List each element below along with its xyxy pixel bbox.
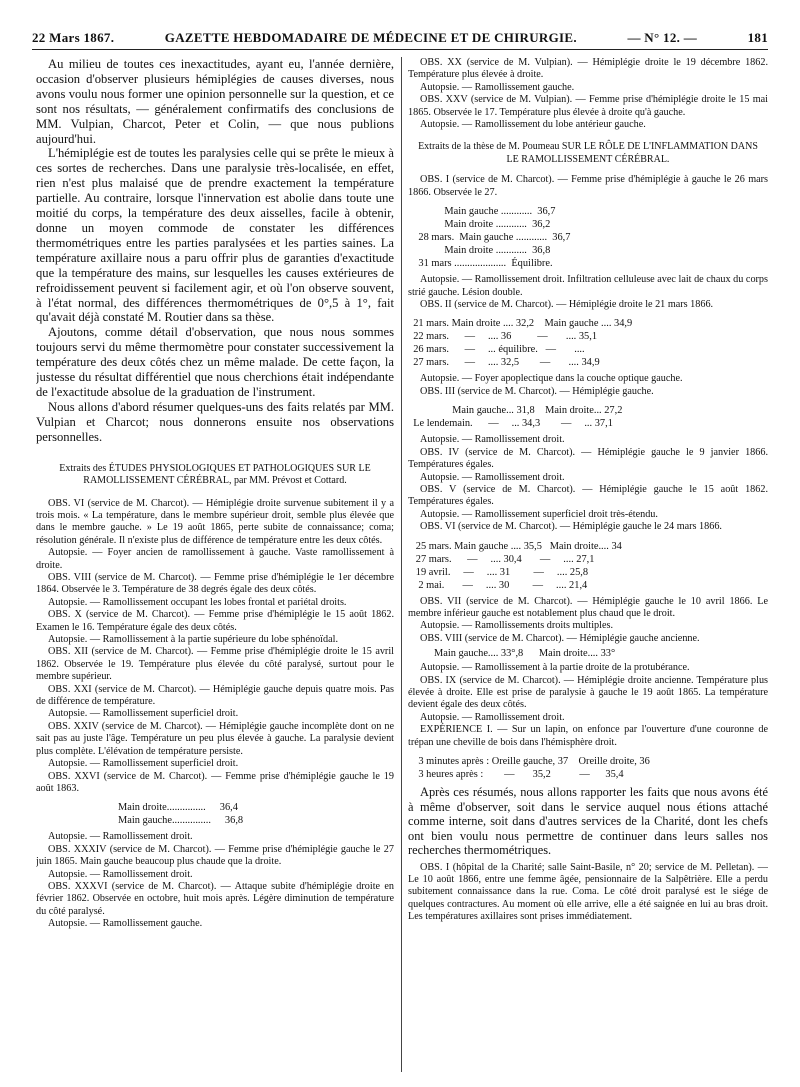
observation: OBS. VI (service de M. Charcot). — Hémiplégie droite survenue subitement il y a trois mois. « La température, dans le membre supérieur droit, semble plus élevée que dans le membre gauche. » Le 19 août 1865, perte subite de connaissance; coma; résolution générale. Il n'existe plus de différence de température entre les deux côtés.: [36, 497, 394, 546]
table-row: Main gauche ............ 36,7: [408, 206, 556, 218]
page-number: 181: [747, 30, 768, 45]
issue-date: 22 Mars 1867.: [32, 30, 115, 45]
obs-block: [408, 174, 768, 199]
observation: OBS. I (service de M. Charcot). — Femme prise d'hémiplégie à gauche le 26 mars 1866. Observée le 27.: [408, 174, 768, 198]
autopsy: Autopsie. — Ramollissement superficiel droit.: [48, 758, 239, 770]
column-divider: [401, 57, 402, 1072]
table-row: 19 avril. — .... 31 — .... 25,8: [408, 566, 589, 578]
autopsy: Autopsie. — Ramollissement droit.: [420, 711, 565, 723]
observation: OBS. XXIV (service de M. Charcot). — Hémiplégie gauche incomplète dont on ne sait pas au juste l'âge. Température un peu plus élevée à gauche. La paralysie devient plus complète. L'élévation de température persiste.: [36, 720, 394, 757]
autopsy: Autopsie. — Ramollissement à la partie supérieure du lobe sphénoïdal.: [48, 634, 338, 646]
table-row: Le lendemain. — ... 34,3 — ... 37,1: [408, 418, 613, 430]
temperature-table: [408, 404, 768, 430]
table-row: 2 mai. — .... 30 — .... 21,4: [408, 579, 588, 591]
temperature-table: [118, 801, 394, 827]
table-row: 27 mars. — .... 32,5 — .... 34,9: [408, 357, 600, 369]
observation: OBS. III (service de M. Charcot). — Hémiplégie gauche.: [420, 385, 654, 397]
observation: OBS. XII (service de M. Charcot). — Femme prise d'hémiplégie droite le 15 avril 1862. Observée le 19. Température plus élevée du côté paralysé, surtout pour le membre supérieur.: [36, 646, 394, 683]
autopsy: Autopsie. — Ramollissement du lobe antérieur gauche.: [420, 119, 646, 131]
observation: OBS. VII (service de M. Charcot). — Hémiplégie gauche le 10 avril 1866. Le membre inférieur gauche est notablement plus chaud que le droit.: [408, 595, 768, 619]
autopsy: Autopsie. — Ramollissement droit.: [48, 831, 193, 843]
table-row: Main gauche.... 33°,8 Main droite.... 33°: [408, 648, 616, 660]
autopsy: Autopsie. — Ramollissement droit. Infiltration celluleuse avec lait de chaux du corps strié gauche. Lésion double.: [408, 274, 768, 298]
observation: OBS. XXV (service de M. Vulpian). — Femme prise d'hémiplégie droite le 15 mai 1865. Observée le 17. Température plus élevée à droite qu'à gauche.: [408, 94, 768, 118]
temperature-table: [408, 317, 768, 369]
temperature-table: [408, 540, 768, 592]
row-value: 36,4: [219, 802, 238, 814]
observation: OBS. X (service de M. Charcot). — Femme prise d'hémiplégie le 15 août 1862. Examen le 16. Température égale des deux côtés.: [36, 609, 394, 633]
table-row: 28 mars. Main gauche ............ 36,7: [408, 232, 571, 244]
row-label: Main droite: [118, 802, 167, 814]
observation: OBS. XXXVI (service de M. Charcot). — Attaque subite d'hémiplégie droite en février 1862. Observée en octobre, huit mois après. Légère diminution de température du côté paralysé.: [36, 880, 394, 917]
autopsy: Autopsie. — Ramollissement superficiel droit très-étendu.: [420, 508, 658, 520]
journal-title: GAZETTE HEBDOMADAIRE DE MÉDECINE ET DE CHIRURGIE.: [164, 30, 577, 45]
table-row: 25 mars. Main gauche .... 35,5 Main droite.... 34: [408, 540, 622, 552]
obs-block: [408, 274, 768, 311]
table-row: Main droite ............ 36,8: [408, 245, 551, 257]
observation: OBS. II (service de M. Charcot). — Hémiplégie droite le 21 mars 1866.: [420, 299, 714, 311]
autopsy: Autopsie. — Ramollissement droit.: [420, 434, 565, 446]
autopsy: Autopsie. — Ramollissement superficiel droit.: [48, 708, 239, 720]
obs-block: [408, 662, 768, 749]
observation: OBS. VI (service de M. Charcot). — Hémiplégie gauche le 24 mars 1866.: [420, 521, 722, 533]
temperature-table: [408, 647, 768, 660]
paragraph: Après ces résumés, nous allons rapporter les faits que nous avons été à même d'observer, soit dans le service auquel nous étions attaché comme interne, soit dans d'autres services de la Charité, dont les chefs ont bien voulu nous permettre de continuer dans leurs salles nos recherches thermométriques.: [408, 785, 768, 857]
temperature-table: [408, 755, 768, 781]
running-header: [32, 30, 768, 46]
leader-dots: ...............: [166, 802, 206, 814]
row-label: Main gauche: [118, 815, 172, 827]
observation: OBS. XXVI (service de M. Charcot). — Femme prise d'hémiplégie gauche le 19 août 1863.: [36, 770, 394, 794]
autopsy: Autopsie. — Ramollissement gauche.: [420, 81, 575, 93]
table-row: [118, 814, 394, 827]
intro-text: [36, 57, 394, 445]
observation: OBS. IX (service de M. Charcot). — Hémiplégie droite ancienne. Température plus élevée à droite. Elle est prise de paralysie à gauche le 19 août 1865. La température devient égale des deux côtés.: [408, 674, 768, 711]
table-row: 26 mars. — ... équilibre. — ....: [408, 344, 585, 356]
observations-left: [36, 498, 394, 796]
temperature-table: [408, 205, 768, 270]
observation: OBS. V (service de M. Charcot). — Hémiplégie gauche le 15 août 1862. Températures égales.: [408, 483, 768, 508]
autopsy: Autopsie. — Ramollissement gauche.: [48, 918, 203, 930]
table-row: 31 mars .................... Équilibre.: [408, 258, 553, 270]
right-column: [408, 57, 768, 1077]
header-rule: [32, 49, 768, 50]
observation: OBS. VIII (service de M. Charcot). — Femme prise d'hémiplégie le 1er décembre 1864. Observée le 3. Température de 38 degrés égale des deux côtés.: [36, 572, 394, 596]
closing-text: [408, 785, 768, 858]
observation: OBS. XXXIV (service de M. Charcot). — Femme prise d'hémiplégie gauche le 27 juin 1865. Main gauche beaucoup plus chaude que la droite.: [36, 843, 394, 868]
table-row: Main gauche... 31,8 Main droite... 27,2: [408, 405, 623, 417]
paragraph: Ajoutons, comme détail d'observation, que nous nous sommes toujours servi du même thermomètre pour constater successivement la température des deux côtés chez un même malade. De cette façon, la justesse du résultat différentiel que nous cherchions était indépendante de l'exactitude absolue de la graduation de l'instrument.: [36, 325, 394, 399]
autopsy: Autopsie. — Ramollissement droit.: [48, 868, 193, 880]
autopsy: Autopsie. — Ramollissement occupant les lobes frontal et pariétal droits.: [48, 596, 347, 608]
section-title: Extraits de la thèse de M. Poumeau SUR LE RÔLE DE L'INFLAMMATION DANS LE RAMOLLISSEMENT CÉRÉBRAL.: [418, 141, 758, 165]
table-row: 22 mars. — .... 36 — .... 35,1: [408, 331, 598, 343]
obs-block: [408, 862, 768, 924]
row-value: 36,8: [224, 815, 244, 827]
obs-block: [408, 596, 768, 646]
obs-block: [408, 373, 768, 398]
observation: OBS. XXI (service de M. Charcot). — Hémiplégie gauche depuis quatre mois. Pas de différence de température.: [36, 683, 394, 708]
left-column: [36, 57, 394, 1077]
observations-right-top: [408, 57, 768, 131]
experiment: EXPÉRIENCE I. — Sur un lapin, on enfonce par l'ouverture d'une couronne de trépan une cheville de bois dans l'hémisphère droit.: [408, 724, 768, 748]
table-row: 21 mars. Main droite .... 32,2 Main gauche .... 34,9: [408, 318, 633, 330]
issue-number: — N° 12. —: [627, 30, 698, 45]
table-row: 27 mars. — .... 30,4 — .... 27,1: [408, 553, 595, 565]
observation: OBS. IV (service de M. Charcot). — Hémiplégie gauche le 9 janvier 1866. Températures égales.: [408, 446, 768, 471]
paragraph: Nous allons d'abord résumer quelques-uns des faits relatés par MM. Vulpian et Charcot; nous donnerons ensuite nos observations personnelles.: [36, 399, 394, 444]
paragraph: Au milieu de toutes ces inexactitudes, ayant eu, l'année dernière, occasion d'observer plusieurs hémiplégies de causes diverses, nous avons voulu nous former une opinion personnelle sur la question, et ce sont nos résultats, — généralement confirmatifs des conclusions de MM. Vulpian, Charcot, Peter et Colin, — que nous publions aujourd'hui.: [36, 57, 394, 146]
autopsy: Autopsie. — Ramollissement à la partie droite de la protubérance.: [420, 662, 690, 674]
observation: OBS. I (hôpital de la Charité; salle Saint-Basile, n° 20; service de M. Pelletan). — Le 10 août 1866, entre une femme âgée, pensionnaire de la Salpêtrière. Elle a perdu subitement connaissance dans la rue. Coma. Le côté droit paralysé est le siége de quelques contractures. Au moment où elle arrive, elle a été saignée en lui au bras droit. Les températures axillaires sont prises immédiatement.: [408, 861, 768, 923]
table-row: 3 heures après : — 35,2 — 35,4: [408, 769, 624, 780]
autopsy: Autopsie. — Foyer ancien de ramollissement à gauche. Vaste ramollissement à droite.: [36, 547, 394, 571]
paragraph: L'hémiplégie est de toutes les paralysies celle qui se prête le mieux à ces sortes de recherches. Dans une paralysie très-localisée, en effet, rien n'est plus malaisé que de prendre exactement la température partielle. Au contraire, lorsque l'innervation est abolie dans toute une moitié du corps, la température des deux aisselles, facile à obtenir, donne un moyen commode de constater les différences thermométriques entre les parties paralysées et les parties saines. La température axillaire nous a paru offrir plus de garanties d'exactitude que la température des mains, sur lesquelles les causes extérieures de refroidissement peuvent si facilement agir, et où l'on observe souvent, à l'état normal, des différences thermométriques de 0°,5 à 1°, fait qu'avait déjà constaté M. Routier dans sa thèse.: [36, 146, 394, 325]
observation: OBS. XX (service de M. Vulpian). — Hémiplégie droite le 19 décembre 1862. Température plus élevée à droite.: [408, 57, 768, 81]
leader-dots: ...............: [171, 815, 211, 827]
autopsy: Autopsie. — Ramollissement droit.: [420, 471, 565, 483]
observations-left-2: [36, 831, 394, 930]
autopsy: Autopsie. — Ramollissements droits multiples.: [420, 620, 613, 632]
table-row: [118, 801, 394, 814]
table-row: Main droite ............ 36,2: [408, 219, 551, 231]
section-title: Extraits des ÉTUDES PHYSIOLOGIQUES ET PATHOLOGIQUES SUR LE RAMOLLISSEMENT CÉRÉBRAL, par MM. Prévost et Cottard.: [59, 462, 371, 487]
obs-block: [408, 434, 768, 533]
observation: OBS. VIII (service de M. Charcot). — Hémiplégie gauche ancienne.: [420, 632, 700, 644]
table-row: 3 minutes après : Oreille gauche, 37 Oreille droite, 36: [408, 756, 650, 767]
autopsy: Autopsie. — Foyer apoplectique dans la couche optique gauche.: [420, 373, 683, 385]
